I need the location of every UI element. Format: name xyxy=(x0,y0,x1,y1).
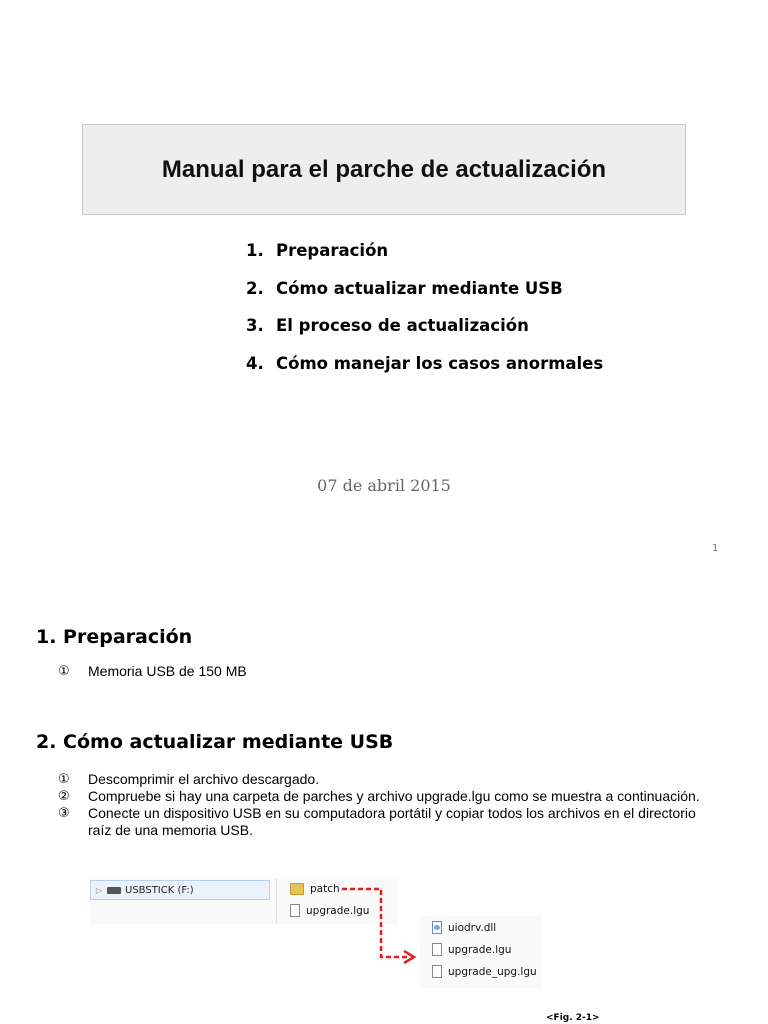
list-marker: ① xyxy=(58,772,70,787)
toc-label: Preparación xyxy=(276,241,389,260)
toc-label: Cómo manejar los casos anormales xyxy=(276,353,604,373)
dashed-arrow-line xyxy=(342,889,407,957)
toc-number: 3. xyxy=(246,316,264,335)
list-text: Memoria USB de 150 MB xyxy=(88,663,247,679)
figure-caption: <Fig. 2-1> xyxy=(546,1013,600,1023)
file-name: patch xyxy=(310,883,340,895)
file-name: uiodrv.dll xyxy=(448,921,497,934)
list-text: Descomprimir el archivo descargado. xyxy=(88,771,320,787)
document-date: 07 de abril 2015 xyxy=(317,476,451,495)
document-title: Manual para el parche de actualización xyxy=(161,155,607,183)
list-text: Conecte un dispositivo USB en su computadora portátil y copiar todos los archivos en el directorio raíz de una memoria USB. xyxy=(88,805,696,838)
list-marker: ① xyxy=(58,664,70,679)
toc-number: 1. xyxy=(246,241,264,260)
expand-arrow-icon: ▷ xyxy=(95,885,103,895)
toc-number: 4. xyxy=(246,353,264,373)
list-marker: ② xyxy=(58,789,70,804)
toc-number: 2. xyxy=(246,278,264,298)
file-name: upgrade_upg.lgu xyxy=(448,965,537,978)
list-text: Compruebe si hay una carpeta de parches y archivo upgrade.lgu como se muestra a continuación. xyxy=(88,788,700,804)
section-1-heading: 1. Preparación xyxy=(36,626,193,648)
toc-label: El proceso de actualización xyxy=(276,316,529,335)
file-name: upgrade.lgu xyxy=(306,904,370,917)
list-marker: ③ xyxy=(58,806,70,821)
section-2-heading: 2. Cómo actualizar mediante USB xyxy=(36,731,394,753)
drive-label: USBSTICK (F:) xyxy=(125,884,194,896)
file-name: upgrade.lgu xyxy=(448,943,512,956)
toc-label: Cómo actualizar mediante USB xyxy=(276,278,563,298)
page-number: 1 xyxy=(712,543,719,554)
